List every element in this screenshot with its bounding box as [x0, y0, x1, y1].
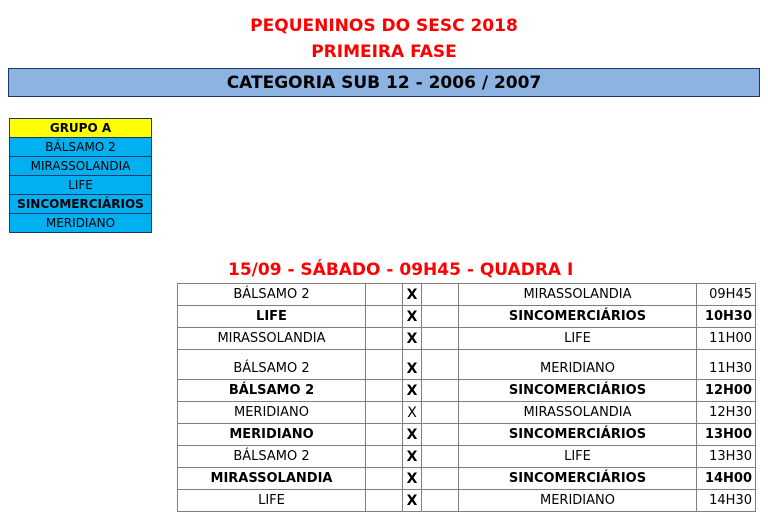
away-team: LIFE [459, 446, 697, 468]
game-row [178, 424, 756, 446]
away-team: SINCOMERCIÁRIOS [459, 380, 697, 402]
versus-mark: X [403, 468, 422, 490]
game-row [178, 306, 756, 328]
home-team: MIRASSOLANDIA [178, 468, 366, 490]
away-team: MERIDIANO [459, 490, 697, 512]
versus-mark: X [403, 402, 422, 424]
game-time: 14H00 [697, 468, 756, 490]
group-team: LIFE [10, 176, 152, 195]
game-time: 13H00 [697, 424, 756, 446]
versus-mark: X [403, 284, 422, 306]
game-row [178, 446, 756, 468]
home-score-cell [366, 328, 403, 350]
group-header: GRUPO A [10, 119, 152, 138]
home-score-cell [366, 446, 403, 468]
game-row [178, 350, 756, 380]
away-score-cell [422, 468, 459, 490]
group-team: MERIDIANO [10, 214, 152, 233]
away-score-cell [422, 284, 459, 306]
page-subtitle: PRIMEIRA FASE [311, 42, 457, 62]
games-table [177, 283, 756, 512]
game-row [178, 284, 756, 306]
group-team: MIRASSOLANDIA [10, 157, 152, 176]
away-team: SINCOMERCIÁRIOS [459, 424, 697, 446]
away-score-cell [422, 306, 459, 328]
away-team: MERIDIANO [459, 350, 697, 380]
game-row [178, 468, 756, 490]
away-team: MIRASSOLANDIA [459, 284, 697, 306]
game-row [178, 380, 756, 402]
home-score-cell [366, 424, 403, 446]
away-score-cell [422, 380, 459, 402]
away-team: SINCOMERCIÁRIOS [459, 306, 697, 328]
away-score-cell [422, 402, 459, 424]
away-score-cell [422, 490, 459, 512]
versus-mark: X [403, 306, 422, 328]
game-time: 12H30 [697, 402, 756, 424]
home-score-cell [366, 306, 403, 328]
group-team: BÁLSAMO 2 [10, 138, 152, 157]
group-table [9, 118, 152, 233]
game-time: 10H30 [697, 306, 756, 328]
away-score-cell [422, 328, 459, 350]
game-time: 11H00 [697, 328, 756, 350]
game-time: 14H30 [697, 490, 756, 512]
versus-mark: X [403, 490, 422, 512]
versus-mark: X [403, 380, 422, 402]
away-score-cell [422, 446, 459, 468]
versus-mark: X [403, 446, 422, 468]
home-team: BÁLSAMO 2 [178, 284, 366, 306]
home-team: BÁLSAMO 2 [178, 350, 366, 380]
game-row [178, 328, 756, 350]
home-score-cell [366, 490, 403, 512]
away-team: LIFE [459, 328, 697, 350]
home-team: MERIDIANO [178, 402, 366, 424]
game-row [178, 490, 756, 512]
home-team: MERIDIANO [178, 424, 366, 446]
home-score-cell [366, 350, 403, 380]
home-score-cell [366, 468, 403, 490]
page-title: PEQUENINOS DO SESC 2018 [250, 16, 518, 36]
round-heading: 15/09 - SÁBADO - 09H45 - QUADRA I [228, 260, 574, 280]
away-score-cell [422, 424, 459, 446]
game-time: 12H00 [697, 380, 756, 402]
away-score-cell [422, 350, 459, 380]
home-team: BÁLSAMO 2 [178, 380, 366, 402]
versus-mark: X [403, 328, 422, 350]
home-team: BÁLSAMO 2 [178, 446, 366, 468]
home-score-cell [366, 284, 403, 306]
game-row [178, 402, 756, 424]
game-time: 11H30 [697, 350, 756, 380]
game-time: 13H30 [697, 446, 756, 468]
away-team: MIRASSOLANDIA [459, 402, 697, 424]
away-team: SINCOMERCIÁRIOS [459, 468, 697, 490]
home-score-cell [366, 402, 403, 424]
category-banner: CATEGORIA SUB 12 - 2006 / 2007 [8, 68, 760, 97]
home-team: LIFE [178, 306, 366, 328]
home-score-cell [366, 380, 403, 402]
group-team: SINCOMERCIÁRIOS [10, 195, 152, 214]
versus-mark: X [403, 424, 422, 446]
game-time: 09H45 [697, 284, 756, 306]
home-team: MIRASSOLANDIA [178, 328, 366, 350]
home-team: LIFE [178, 490, 366, 512]
versus-mark: X [403, 350, 422, 380]
